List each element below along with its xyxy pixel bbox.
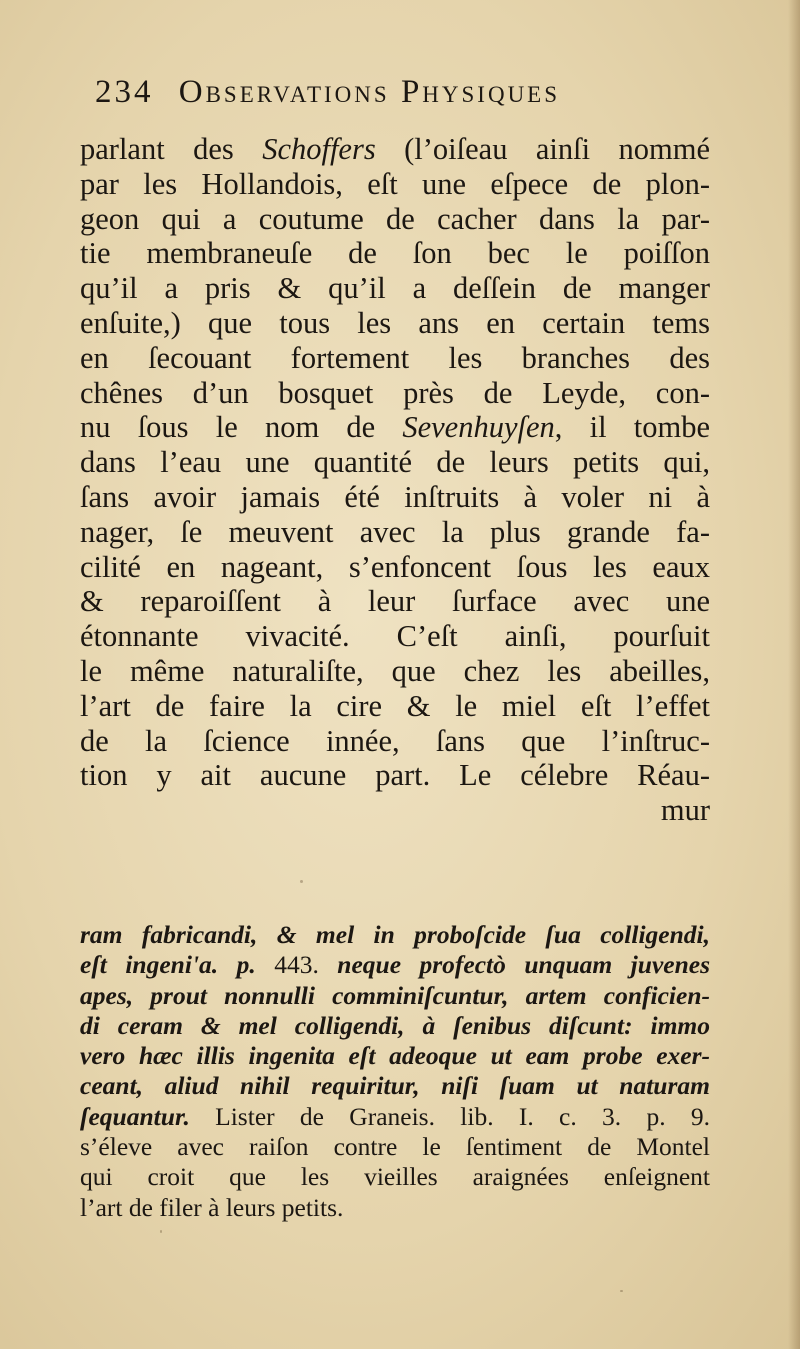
text-run: tie membraneuſe de ſon bec le poiſſon	[80, 236, 710, 271]
running-head	[95, 72, 685, 112]
text-run: s’éleve avec raiſon contre le ſentiment de Montel	[80, 1132, 710, 1162]
text-run: qui croit que les vieilles araignées enſeignent	[80, 1162, 710, 1192]
text-run: geon qui a coutume de cacher dans la par-	[80, 201, 710, 236]
catchword: mur	[660, 793, 710, 828]
footnote	[80, 920, 710, 1223]
text-run: de la ſcience innée, ſans que l’inſtruc-	[80, 723, 710, 758]
italic-run: Schoffers	[262, 132, 376, 166]
text-line	[80, 724, 710, 759]
text-run: en ſecouant fortement les branches des	[80, 340, 710, 375]
footnote-line	[80, 1011, 710, 1041]
text-line	[80, 480, 710, 515]
text-run: étonnante vivacité. C’eſt ainſi, pourſuit	[80, 619, 710, 654]
text-line	[80, 236, 710, 271]
text-line	[80, 515, 710, 550]
italic-run: ram fabricandi, & mel in proboſcide ſua colligendi,	[80, 920, 710, 949]
text-run: le même naturaliſte, que chez les abeilles,	[80, 653, 710, 688]
text-run: l’art de filer à leurs petits.	[80, 1192, 344, 1222]
text-line	[80, 619, 710, 654]
text-run: (l’oiſeau ainſi nommé	[375, 132, 710, 166]
footnote-line	[80, 1102, 710, 1132]
footnote-line	[80, 920, 710, 950]
text-run: 443.	[255, 950, 338, 980]
paper-speck	[300, 880, 303, 883]
italic-run: ſequantur.	[80, 1101, 190, 1131]
text-run: l’art de faire la cire & le miel eſt l’effet	[80, 688, 710, 723]
text-run: nager, ſe meuvent avec la plus grande fa-	[80, 514, 710, 549]
text-line	[80, 202, 710, 237]
footnote-line	[80, 1193, 710, 1223]
text-run: & reparoiſſent à leur ſurface avec une	[80, 584, 710, 619]
text-run: Lister de Graneis. lib. I. c. 3. p. 9.	[189, 1101, 710, 1131]
text-line	[80, 376, 710, 411]
text-line	[80, 689, 710, 724]
text-line	[80, 306, 710, 341]
italic-run: vero hæc illis ingenita eſt adeoque ut eam probe exer-	[80, 1041, 710, 1071]
text-line	[80, 132, 710, 167]
text-run: , il tombe	[554, 410, 710, 445]
text-run: dans l’eau une quantité de leurs petits qui,	[80, 445, 710, 480]
text-line	[80, 584, 710, 619]
page-number: 234	[95, 74, 154, 110]
text-run: cilité en nageant, s’enfoncent ſous les eaux	[80, 549, 710, 584]
text-run: tion y ait aucune part. Le célebre Réau-	[80, 758, 710, 793]
text-line	[80, 410, 710, 445]
paper-speck	[620, 1290, 623, 1292]
footnote-line	[80, 1132, 710, 1162]
italic-run: di ceram & mel colligendi, à ſenibus diſcunt: immo	[80, 1010, 710, 1040]
italic-run: ceant, aliud nihil requiritur, niſi ſuam ut naturam	[80, 1071, 710, 1101]
text-line	[80, 758, 710, 793]
paper-speck	[160, 1230, 162, 1233]
text-run: ſans avoir jamais été inſtruits à voler ni à	[80, 479, 710, 514]
italic-run: neque profectò unquam juvenes	[337, 950, 711, 980]
text-run: par les Hollandois, eſt une eſpece de plon-	[80, 166, 710, 201]
text-run: qu’il a pris & qu’il a deſſein de manger	[80, 271, 710, 306]
text-run: enſuite,) que tous les ans en certain tems	[80, 305, 710, 340]
footnote-line	[80, 981, 710, 1011]
italic-run: apes, prout nonnulli comminiſcuntur, artem conficien-	[80, 980, 710, 1010]
text-run: chênes d’un bosquet près de Leyde, con-	[80, 375, 710, 410]
italic-run: eſt ingeni'a. p.	[80, 950, 256, 980]
text-run: parlant des	[80, 132, 263, 166]
footnote-line	[80, 1071, 710, 1101]
text-line	[80, 550, 710, 585]
text-line	[80, 445, 710, 480]
footnote-line	[80, 1162, 710, 1192]
text-line	[80, 271, 710, 306]
text-line	[80, 341, 710, 376]
running-title: Observations Physiques	[178, 74, 561, 110]
footnote-line	[80, 1041, 710, 1071]
italic-run: Sevenhuyſen	[402, 410, 555, 445]
text-run: nu ſous le nom de	[80, 410, 403, 445]
footnote-line	[80, 950, 710, 980]
text-line	[80, 167, 710, 202]
text-line	[80, 654, 710, 689]
page-edge-shadow	[788, 0, 800, 1349]
main-text	[80, 132, 710, 828]
